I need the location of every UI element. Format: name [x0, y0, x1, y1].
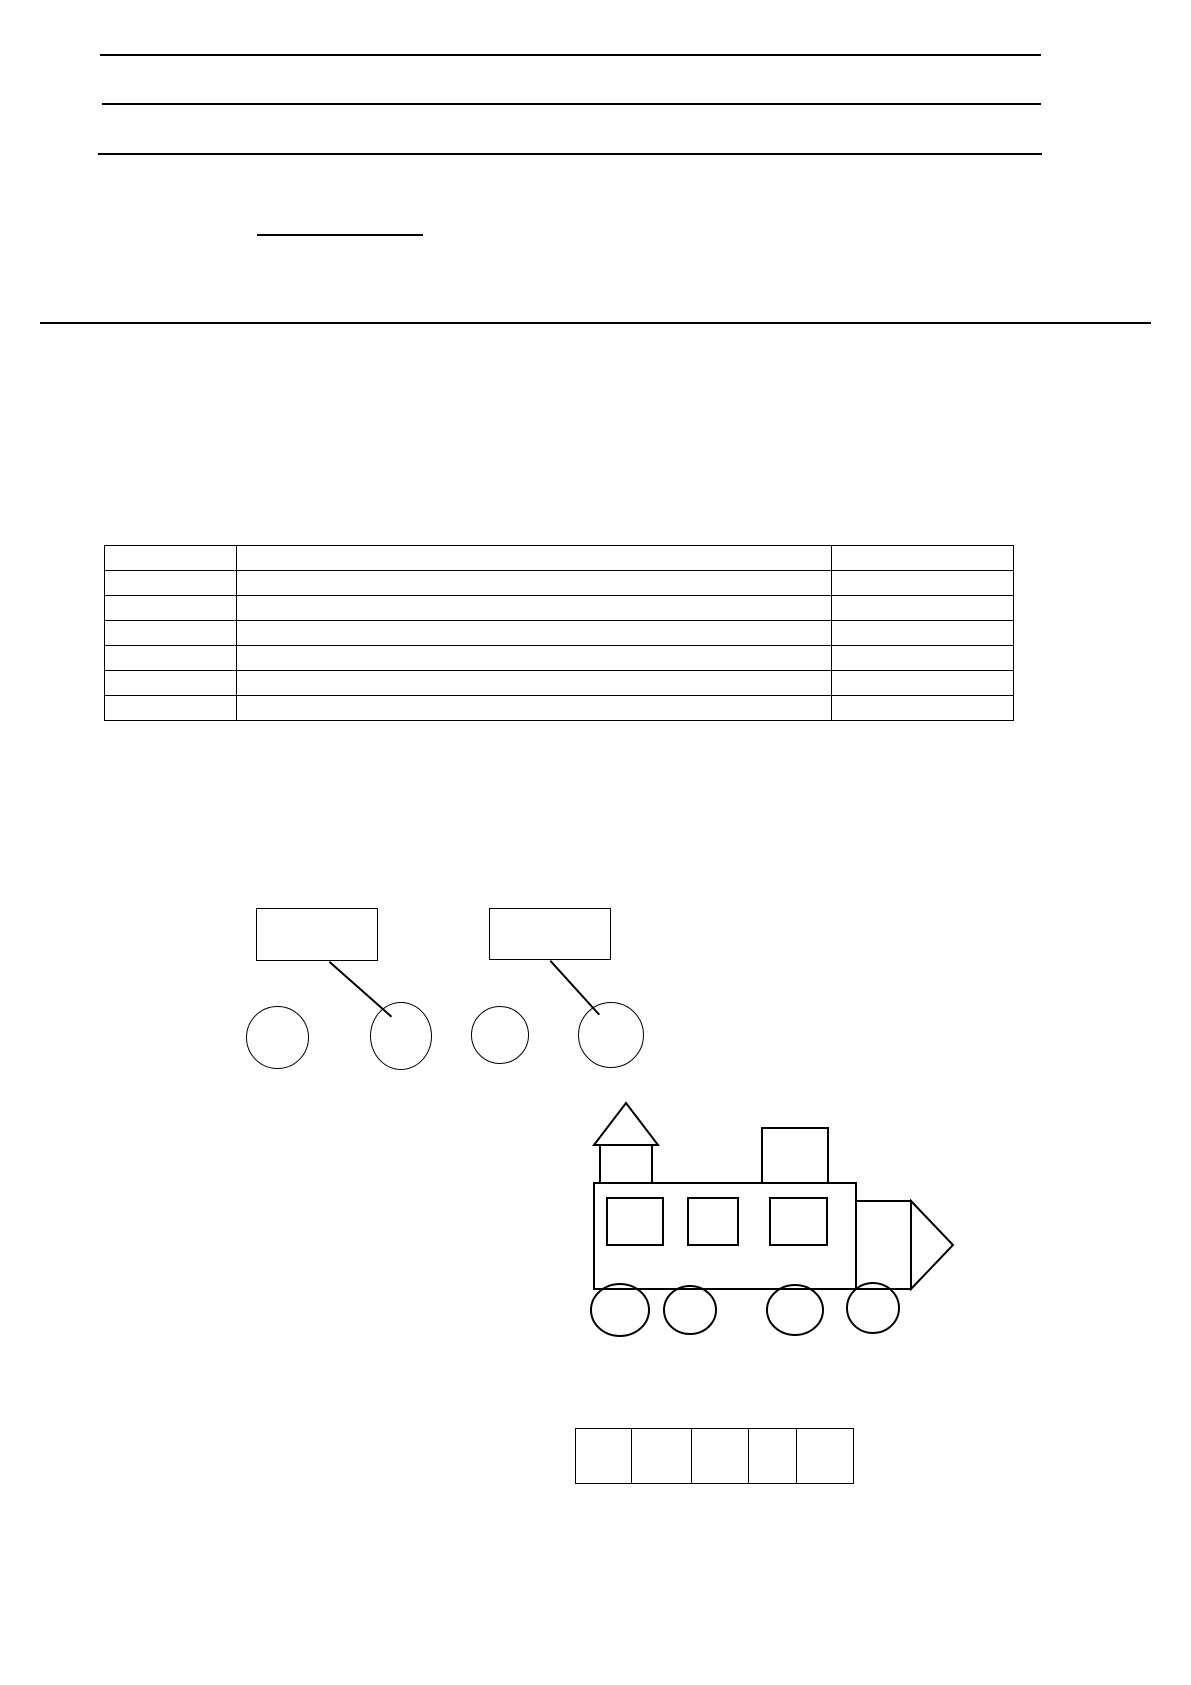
- table-row: [105, 571, 1014, 596]
- strip-cell[interactable]: [748, 1428, 796, 1484]
- diagram-circle-3: [471, 1006, 529, 1064]
- train-front-box: [856, 1201, 911, 1289]
- train-roof-box: [762, 1128, 828, 1183]
- label-box-2: [489, 908, 611, 960]
- strip-cell[interactable]: [575, 1428, 631, 1484]
- label-box-1: [256, 908, 378, 961]
- table-row: [105, 621, 1014, 646]
- header-rule-1: [100, 54, 1041, 56]
- train-window: [770, 1198, 827, 1245]
- diagram-circle-1: [246, 1006, 309, 1069]
- table-cell: [832, 546, 1014, 571]
- table-cell: [832, 621, 1014, 646]
- table-row: [105, 596, 1014, 621]
- answer-strip: [575, 1428, 854, 1484]
- train-window: [607, 1198, 663, 1245]
- train-wheel: [767, 1285, 823, 1335]
- table-cell: [237, 596, 832, 621]
- table-cell: [105, 621, 237, 646]
- train-wheel: [591, 1284, 649, 1336]
- table-cell: [105, 596, 237, 621]
- diagram-circle-2: [370, 1002, 432, 1070]
- table-cell: [237, 546, 832, 571]
- title-underline: [257, 234, 423, 236]
- table-cell: [832, 596, 1014, 621]
- train-wheel: [664, 1286, 716, 1334]
- train-chimney-roof: [594, 1103, 658, 1145]
- table-cell: [237, 646, 832, 671]
- train-chimney: [600, 1145, 652, 1183]
- train-illustration: [570, 1095, 970, 1345]
- table-cell: [105, 671, 237, 696]
- table-body: [105, 546, 1014, 721]
- table-cell: [237, 671, 832, 696]
- table-cell: [237, 621, 832, 646]
- table-cell: [105, 546, 237, 571]
- table-cell: [832, 696, 1014, 721]
- table-cell: [237, 696, 832, 721]
- table-cell: [237, 571, 832, 596]
- table-row: [105, 546, 1014, 571]
- data-table: [104, 545, 1014, 721]
- train-window: [688, 1198, 738, 1245]
- header-rule-2: [102, 103, 1041, 105]
- table-row: [105, 696, 1014, 721]
- table-cell: [105, 696, 237, 721]
- diagram-circle-4: [578, 1002, 644, 1068]
- train-front-arrow: [911, 1201, 953, 1289]
- table-cell: [832, 646, 1014, 671]
- strip-cell[interactable]: [691, 1428, 748, 1484]
- strip-cell[interactable]: [631, 1428, 691, 1484]
- header-rule-3: [98, 153, 1042, 155]
- table-row: [105, 671, 1014, 696]
- table-row: [105, 646, 1014, 671]
- table-cell: [105, 646, 237, 671]
- table-cell: [832, 571, 1014, 596]
- train-wheel: [847, 1283, 899, 1333]
- section-divider: [40, 322, 1151, 324]
- strip-cell[interactable]: [796, 1428, 854, 1484]
- table-cell: [832, 671, 1014, 696]
- table-cell: [105, 571, 237, 596]
